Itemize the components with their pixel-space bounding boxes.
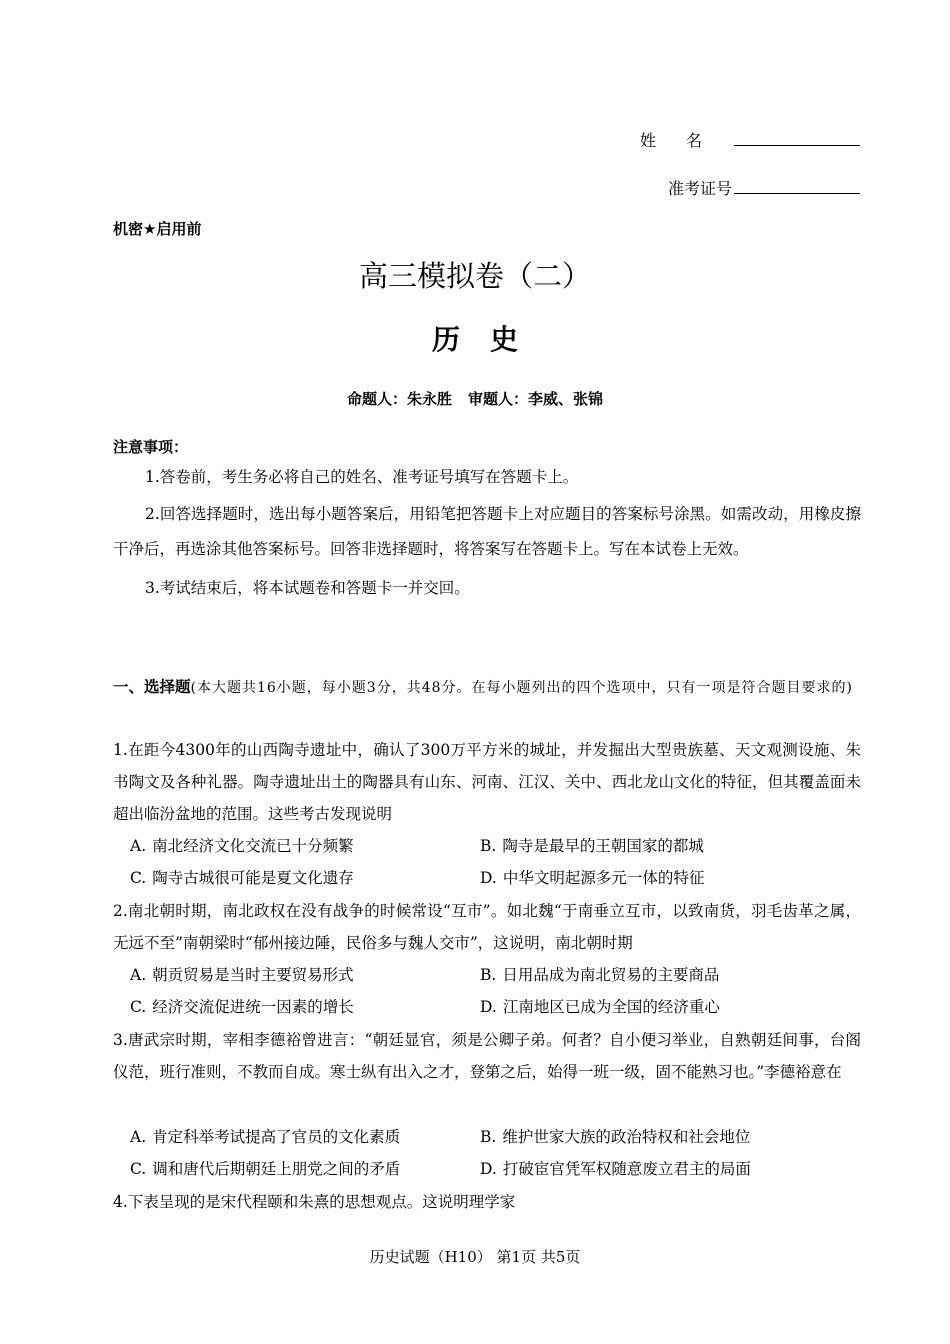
option-c (130, 862, 354, 894)
option-text: 日用品成为南北贸易的主要商品 (502, 966, 720, 984)
id-label: 准考证号 (667, 179, 732, 198)
question-stem: 2.南北朝时期，南北政权在没有战争的时候常设“互市”。如北魏“于南垂立互市，以致南货，羽毛齿革之属，无远不至”南朝梁时“郁州接边陲，民俗多与魏人交市”，这说明，南北朝时期 (113, 902, 861, 952)
option-letter: D. (480, 998, 497, 1016)
option-b (480, 959, 719, 991)
option-text: 陶寺是最早的王朝国家的都城 (502, 837, 704, 855)
option-letter: D. (480, 1160, 497, 1178)
option-d (480, 1153, 751, 1185)
name-label: 姓名 (639, 131, 732, 150)
name-blank-line[interactable] (734, 128, 860, 146)
section-title: 一、选择题 (113, 678, 191, 696)
option-letter: B. (480, 837, 497, 855)
option-letter: C. (130, 1160, 147, 1178)
option-letter: D. (480, 869, 497, 887)
exam-title: 高三模拟卷（二） (358, 259, 591, 293)
secret-mark: 机密★启用前 (113, 220, 202, 238)
note-item: 1.答卷前，考生务必将自己的姓名、准考证号填写在答题卡上。 (145, 468, 579, 486)
option-c (130, 1153, 400, 1185)
option-c (130, 991, 354, 1023)
option-letter: C. (130, 998, 147, 1016)
option-a (130, 830, 354, 862)
id-blank-line[interactable] (734, 176, 860, 194)
option-text: 朝贡贸易是当时主要贸易形式 (152, 966, 354, 984)
option-a (130, 959, 354, 991)
option-d (480, 862, 704, 894)
note-item: 2.回答选择题时，选出每小题答案后，用铅笔把答题卡上对应题目的答案标号涂黑。如需改动，用橡皮擦干净后，再选涂其他答案标号。回答非选择题时，将答案写在答题卡上。写在本试卷上无效。 (113, 505, 861, 558)
option-text: 经济交流促进统一因素的增长 (152, 998, 354, 1016)
name-field (640, 128, 860, 152)
option-letter: B. (480, 966, 497, 984)
setter-text: 命题人：朱永胜 (346, 390, 452, 408)
authors-line (0, 388, 950, 409)
option-a (130, 1121, 400, 1153)
option-letter: A. (130, 837, 147, 855)
section-header (113, 672, 861, 703)
option-letter: C. (130, 869, 147, 887)
option-letter: B. (480, 1128, 497, 1146)
section-desc: (本大题共16小题，每小题3分，共48分。在每小题列出的四个选项中，只有一项是符合题目要求的) (190, 680, 853, 696)
option-b (480, 830, 704, 862)
page-footer: 历史试题（H10） 第1页 共5页 (369, 1248, 581, 1266)
subject-title: 历史 (431, 323, 548, 356)
option-text: 江南地区已成为全国的经济重心 (502, 998, 720, 1016)
option-b (480, 1121, 750, 1153)
option-text: 陶寺古城很可能是夏文化遗存 (152, 869, 354, 887)
question-stem: 4.下表呈现的是宋代程颐和朱熹的思想观点。这说明理学家 (113, 1193, 516, 1211)
option-text: 中华文明起源多元一体的特征 (502, 869, 705, 887)
question-stem: 3.唐武宗时期，宰相李德裕曾进言：“朝廷显官，须是公卿子弟。何者？自小便习举业，自熟朝廷间事，台阁仪范，班行准则，不教而自成。寒士纵有出入之才，登第之后，始得一班一级，固不能熟习也。”李德裕意在 (113, 1031, 861, 1081)
option-text: 维护世家大族的政治特权和社会地位 (502, 1128, 751, 1146)
option-text: 调和唐代后期朝廷上朋党之间的矛盾 (152, 1160, 401, 1178)
question-stem: 1.在距今4300年的山西陶寺遗址中，确认了300万平方米的城址，并发掘出大型贵族墓、天文观测设施、朱书陶文及各种礼器。陶寺遗址出土的陶器具有山东、河南、江汉、关中、西北龙山文化的特征，但其覆盖面未超出临汾盆地的范围。这些考古发现说明 (113, 741, 861, 823)
notes-title: 注意事项： (113, 438, 189, 456)
note-item: 3.考试结束后，将本试题卷和答题卡一并交回。 (145, 579, 470, 597)
option-text: 肯定科举考试提高了官员的文化素质 (152, 1128, 401, 1146)
reviewer-text: 审题人：李威、张锦 (468, 390, 604, 408)
option-letter: A. (130, 1128, 147, 1146)
id-field (668, 176, 860, 200)
option-letter: A. (130, 966, 147, 984)
option-text: 南北经济文化交流已十分频繁 (152, 837, 354, 855)
option-text: 打破宦官凭军权随意废立君主的局面 (502, 1160, 751, 1178)
option-d (480, 991, 720, 1023)
